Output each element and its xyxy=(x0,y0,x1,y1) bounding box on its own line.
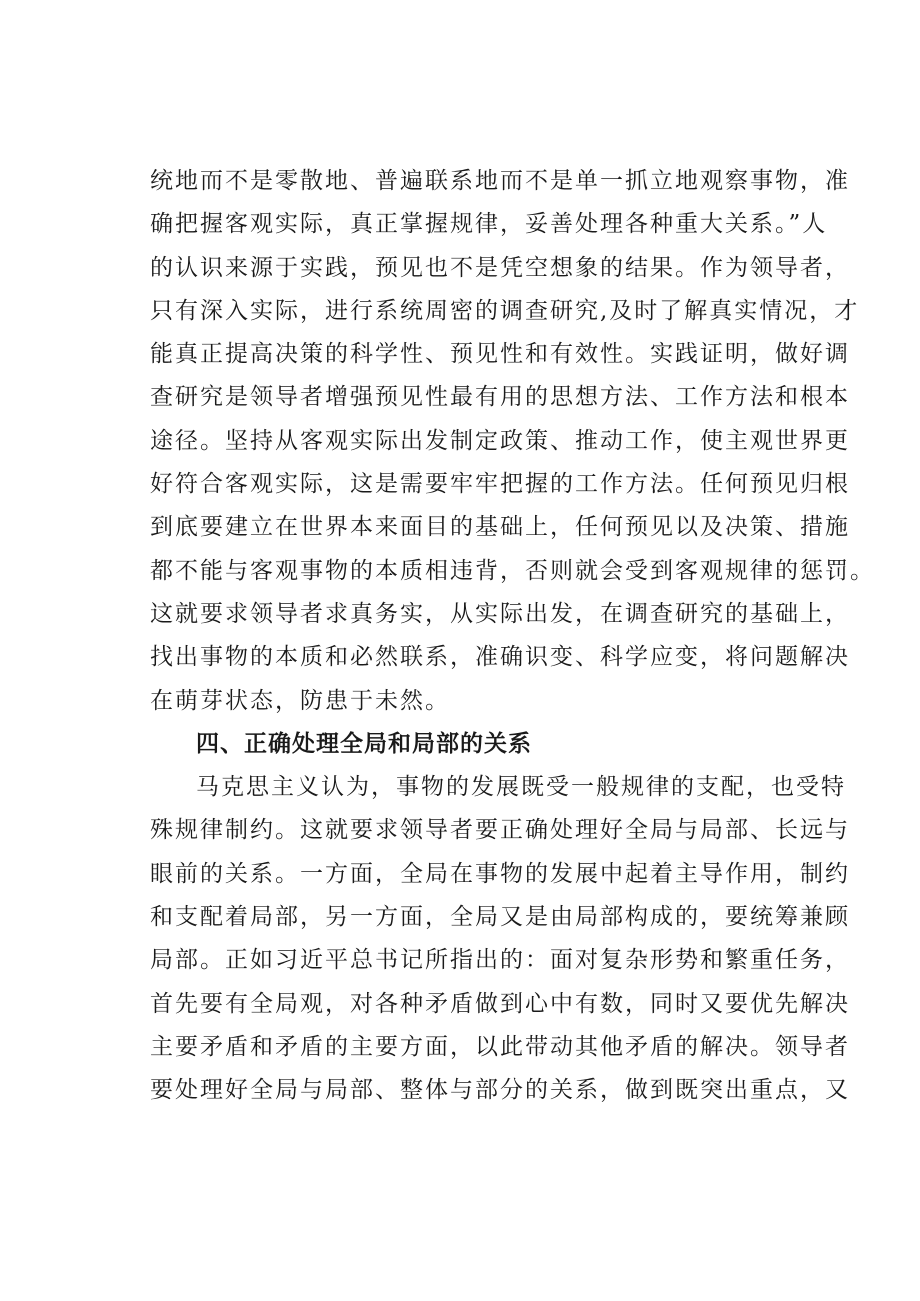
text-line: 只有深入实际，进行系统周密的调查研究,及时了解真实情况，才 xyxy=(150,297,860,324)
text-line: 主要矛盾和矛盾的主要方面，以此带动其他矛盾的解决。领导者 xyxy=(150,1033,850,1060)
text-line: 确把握客观实际，真正掌握规律，妥善处理各种重大关系。”人 xyxy=(150,211,828,238)
section-heading: 四、正确处理全局和局部的关系 xyxy=(196,730,532,757)
text-line: 统地而不是零散地、普遍联系地而不是单一抓立地观察事物，准 xyxy=(150,168,850,194)
text-line: 能真正提高决策的科学性、预见性和有效性。实践证明，做好调 xyxy=(150,341,850,368)
text-line: 要处理好全局与局部、整体与部分的关系，做到既突出重点，又 xyxy=(150,1077,850,1104)
text-line: 这就要求领导者求真务实，从实际出发，在调查研究的基础上， xyxy=(150,600,850,627)
text-line: 途径。坚持从客观实际出发制定政策、推动工作，使主观世界更 xyxy=(150,427,850,454)
document-body xyxy=(150,160,875,1113)
text-line: 首先要有全局观，对各种矛盾做到心中有数，同时又要优先解决 xyxy=(150,990,850,1017)
text-line: 到底要建立在世界本来面目的基础上，任何预见以及决策、措施 xyxy=(150,514,850,541)
text-line: 殊规律制约。这就要求领导者要正确处理好全局与局部、长远与 xyxy=(150,817,850,844)
text-line: 在萌芽状态，防患于未然。 xyxy=(150,687,450,714)
text-line: 找出事物的本质和必然联系，准确识变、科学应变，将问题解决 xyxy=(150,644,850,671)
text-line: 都不能与客观事物的本质相违背，否则就会受到客观规律的惩罚。 xyxy=(150,557,875,584)
text-line: 眼前的关系。一方面，全局在事物的发展中起着主导作用，制约 xyxy=(150,860,850,887)
text-line: 的认识来源于实践，预见也不是凭空想象的结果。作为领导者， xyxy=(150,254,850,281)
text-line: 局部。正如习近平总书记所指出的：面对复杂形势和繁重任务， xyxy=(150,947,850,974)
text-line: 和支配着局部，另一方面，全局又是由局部构成的，要统筹兼顾 xyxy=(150,904,850,931)
text-line: 马克思主义认为，事物的发展既受一般规律的支配，也受特 xyxy=(196,774,846,801)
text-line: 好符合客观实际，这是需要牢牢把握的工作方法。任何预见归根 xyxy=(150,471,850,498)
text-line: 查研究是领导者增强预见性最有用的思想方法、工作方法和根本 xyxy=(150,384,850,411)
